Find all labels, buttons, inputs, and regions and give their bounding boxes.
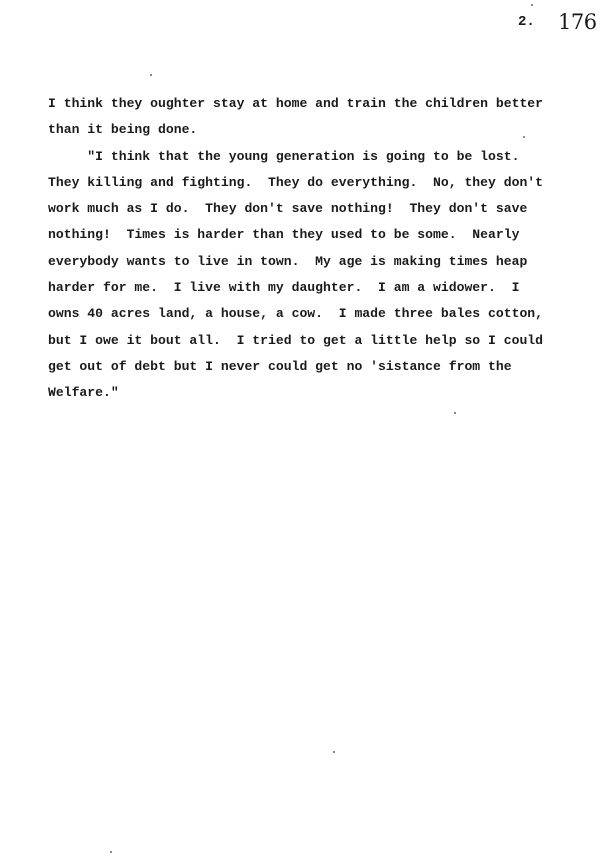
scan-speck <box>531 4 533 6</box>
text-line: nothing! Times is harder than they used to be some. Nearly <box>48 227 520 243</box>
text-line: They killing and fighting. They do everything. No, they don't <box>48 174 544 190</box>
text-line: get out of debt but I never could get no 'sistance from the <box>48 358 512 374</box>
text-line: work much as I do. They don't save nothing! They don't save <box>48 201 528 217</box>
text-line: I think they oughter stay at home and train the children better <box>48 96 544 111</box>
body-text <box>48 91 568 407</box>
folio-number: 176 <box>558 10 597 34</box>
text-line: than it being done. <box>48 122 198 138</box>
text-line: harder for me. I live with my daughter. I am a widower. I <box>48 280 520 296</box>
text-line: everybody wants to live in town. My age is making times heap <box>48 253 528 269</box>
text-line: "I think that the young generation is going to be lost. <box>48 148 520 164</box>
text-line: Welfare." <box>48 385 119 401</box>
scan-speck <box>454 412 456 414</box>
text-line: but I owe it bout all. I tried to get a little help so I could <box>48 332 544 348</box>
text-line: owns 40 acres land, a house, a cow. I made three bales cotton, <box>48 306 544 322</box>
page-number: 2. <box>518 14 535 30</box>
scan-speck <box>523 136 525 138</box>
scan-speck <box>333 751 335 753</box>
scan-speck <box>110 851 112 853</box>
scan-speck <box>150 74 152 76</box>
